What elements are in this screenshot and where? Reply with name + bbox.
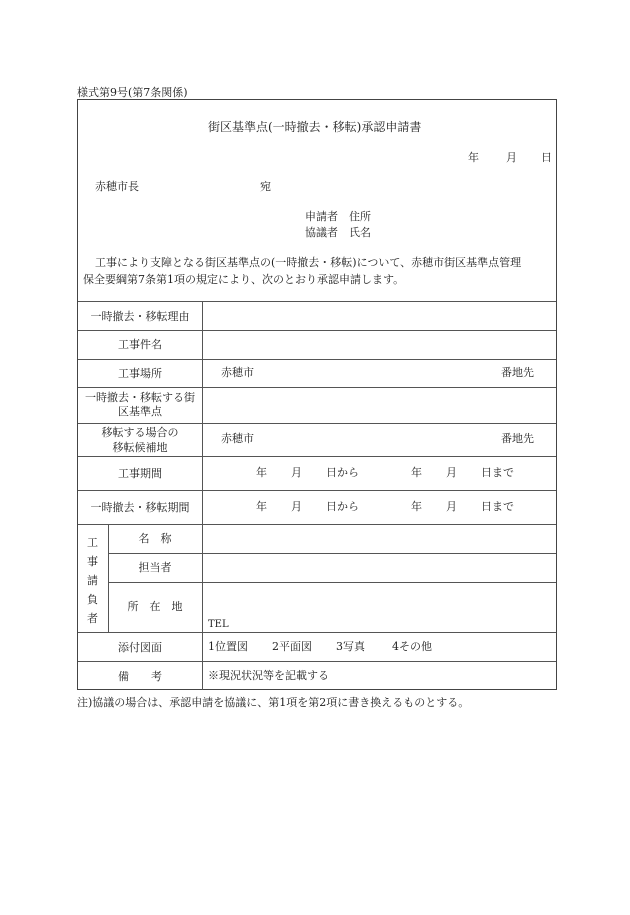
date-day: 日 (541, 151, 552, 164)
body-text-line1: 工事により支障となる街区基準点の(一時撤去・移転)について、赤穂市街区基準点管理 (95, 256, 522, 269)
point-label-line2: 区基準点 (118, 405, 162, 418)
candidate-label-line1: 移転する場合の (101, 426, 179, 439)
site-label: 工事場所 (118, 367, 162, 380)
attachment-item-3: 3写真 (336, 640, 365, 653)
remarks-value: ※現況状況等を記載する (208, 669, 329, 682)
addressee-suffix: 宛 (260, 180, 271, 193)
removal-to-year: 年 (411, 500, 422, 513)
period-from-month: 月 (291, 466, 302, 479)
contractor-address-label: 所 在 地 (127, 600, 183, 613)
removal-from-month: 月 (291, 500, 302, 513)
date-year: 年 (468, 151, 479, 164)
candidate-city: 赤穂市 (221, 432, 254, 445)
contractor-person-label: 担当者 (138, 561, 172, 574)
removal-period-label: 一時撤去・移転期間 (90, 501, 190, 514)
date-month: 月 (506, 151, 517, 164)
footnote: 注)協議の場合は、承認申請を協議に、第1項を第2項に書き換えるものとする。 (77, 696, 470, 709)
contractor-name-label: 名 称 (138, 532, 172, 545)
form-title: 街区基準点(一時撤去・移転)承認申請書 (208, 120, 422, 134)
site-city: 赤穂市 (221, 366, 254, 379)
period-from-day: 日から (326, 466, 359, 479)
candidate-label-line2: 移転候補地 (112, 441, 168, 454)
attachments-label: 添付図面 (118, 641, 162, 654)
removal-from-day: 日から (326, 500, 359, 513)
attachment-item-4: 4その他 (392, 640, 432, 653)
reason-label: 一時撤去・移転理由 (90, 310, 190, 323)
contractor-char-4: 負 (87, 593, 98, 606)
applicant-name-label: 氏名 (349, 226, 371, 239)
attachment-item-2: 2平面図 (272, 640, 312, 653)
attachment-item-1: 1位置図 (208, 640, 248, 653)
removal-to-month: 月 (446, 500, 457, 513)
applicant-address-label: 住所 (349, 210, 371, 223)
form-number: 様式第9号(第7条関係) (77, 86, 188, 99)
application-form (77, 99, 557, 690)
body-text-line2: 保全要綱第7条第1項の規定により、次のとおり承認申請します。 (83, 273, 405, 286)
removal-from-year: 年 (256, 500, 267, 513)
period-to-day: 日まで (481, 466, 514, 479)
addressee-name: 赤穂市長 (95, 180, 139, 193)
contractor-char-2: 事 (87, 555, 98, 568)
project-name-label: 工事件名 (118, 338, 162, 351)
candidate-suffix: 番地先 (501, 432, 534, 445)
period-to-year: 年 (411, 466, 422, 479)
period-from-year: 年 (256, 466, 267, 479)
period-label: 工事期間 (118, 467, 162, 480)
site-suffix: 番地先 (501, 366, 534, 379)
removal-to-day: 日まで (481, 500, 514, 513)
contractor-char-1: 工 (87, 536, 98, 549)
contractor-char-3: 請 (87, 574, 98, 587)
consultant-role: 協議者 (305, 226, 338, 239)
point-label-line1: 一時撤去・移転する街 (85, 391, 195, 404)
remarks-label: 備 考 (118, 670, 162, 683)
contractor-char-5: 者 (87, 612, 98, 625)
applicant-role: 申請者 (305, 210, 338, 223)
period-to-month: 月 (446, 466, 457, 479)
contractor-tel: TEL (208, 619, 229, 630)
